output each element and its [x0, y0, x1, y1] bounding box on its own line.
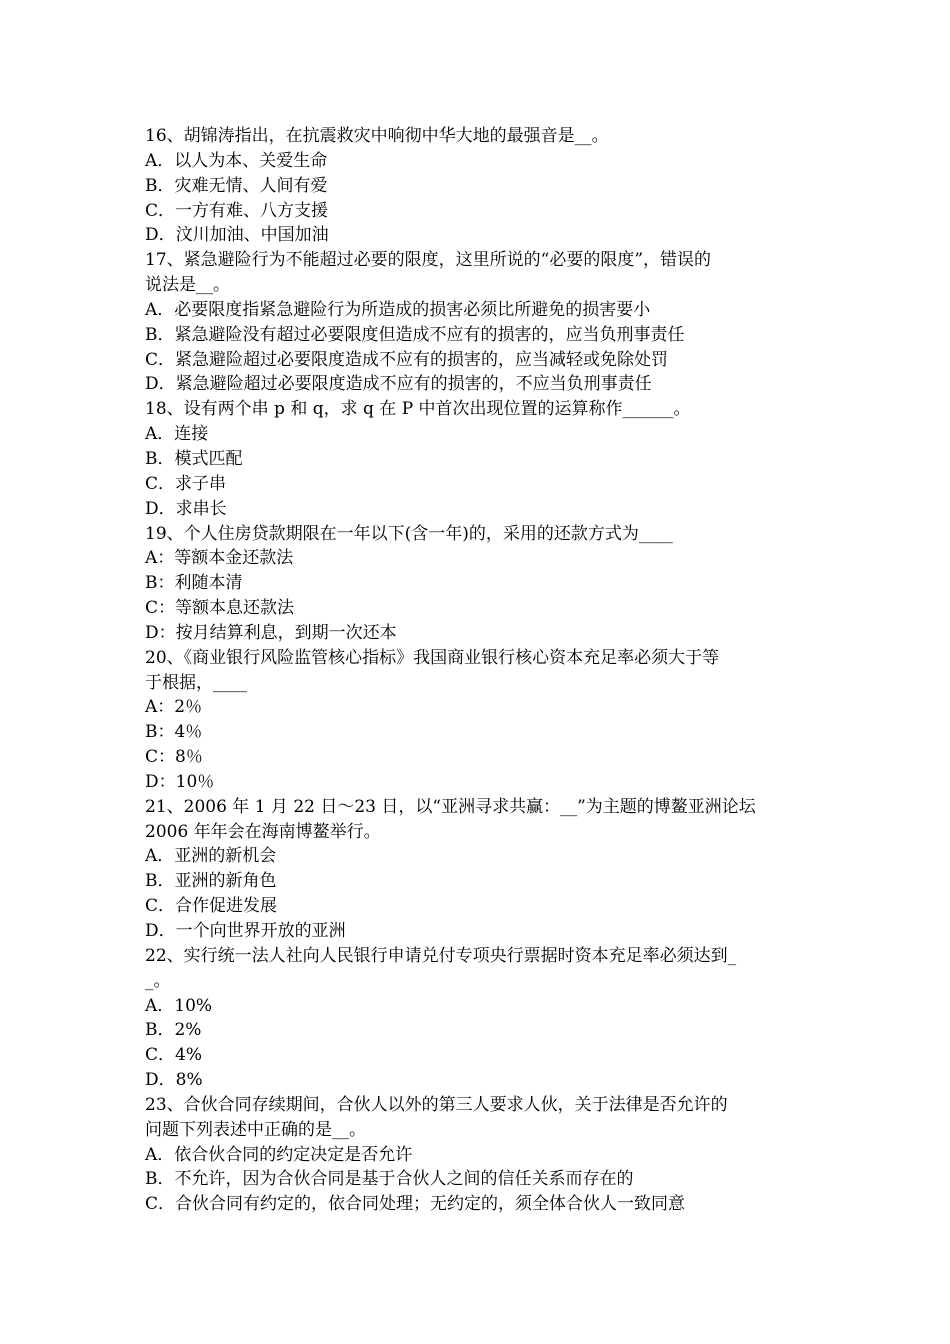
option-a: A．必要限度指紧急避险行为所造成的损害必须比所避免的损害要小	[145, 299, 651, 320]
option-a: A．10%	[145, 995, 213, 1016]
question-19	[145, 522, 810, 646]
option-c: C．合伙合同有约定的，依合同处理；无约定的，须全体合伙人一致同意	[145, 1194, 686, 1215]
document-page	[145, 124, 810, 1217]
question-17	[145, 248, 810, 397]
option-a: A：2％	[145, 697, 203, 718]
question-stem-line: _。	[145, 970, 171, 991]
question-23	[145, 1093, 810, 1217]
option-d: D．求串长	[145, 498, 227, 519]
option-c: C：等额本息还款法	[145, 598, 295, 619]
question-16	[145, 124, 810, 248]
option-a: A．亚洲的新机会	[145, 846, 277, 867]
option-b: B．亚洲的新角色	[145, 871, 277, 892]
option-b: B．紧急避险没有超过必要限度但造成不应有的损害的，应当负刑事责任	[145, 324, 685, 345]
question-stem-line: 18、设有两个串 p 和 q，求 q 在 P 中首次出现位置的运算称作______。	[145, 399, 691, 420]
option-d: D：按月结算利息，到期一次还本	[145, 622, 397, 643]
question-stem-line: 21、2006 年 1 月 22 日～23 日，以“亚洲寻求共赢：__”为主题的博鳌亚洲论坛	[145, 796, 756, 817]
question-stem-line: 问题下列表述中正确的是__。	[145, 1119, 366, 1140]
question-20	[145, 646, 810, 795]
option-a: A．依合伙合同的约定决定是否允许	[145, 1144, 413, 1165]
option-b: B．不允许，因为合伙合同是基于合伙人之间的信任关系而存在的	[145, 1169, 634, 1190]
option-b: B．模式匹配	[145, 448, 243, 469]
option-b: B．2%	[145, 1020, 202, 1041]
question-stem-line: 19、个人住房贷款期限在一年以下(含一年)的，采用的还款方式为____	[145, 523, 673, 544]
option-b: B．灾难无情、人间有爱	[145, 175, 328, 196]
option-d: D．8%	[145, 1070, 203, 1091]
option-c: C．4%	[145, 1045, 202, 1066]
question-stem-line: 2006 年年会在海南博鳌举行。	[145, 821, 381, 842]
question-stem-line: 23、合伙合同存续期间，合伙人以外的第三人要求人伙，关于法律是否允许的	[145, 1094, 728, 1115]
option-c: C：8％	[145, 747, 203, 768]
question-stem-line: 17、紧急避险行为不能超过必要的限度，这里所说的“必要的限度”，错误的	[145, 250, 712, 271]
option-b: B：利随本清	[145, 573, 243, 594]
option-d: D：10％	[145, 771, 215, 792]
option-a: A：等额本金还款法	[145, 548, 294, 569]
question-stem-line: 16、胡锦涛指出，在抗震救灾中响彻中华大地的最强音是__。	[145, 126, 609, 146]
option-c: C．紧急避险超过必要限度造成不应有的损害的，应当减轻或免除处罚	[145, 349, 669, 370]
option-b: B：4％	[145, 722, 203, 743]
question-22	[145, 944, 810, 1093]
option-a: A．以人为本、关爱生命	[145, 150, 328, 171]
option-a: A．连接	[145, 424, 209, 445]
option-d: D．一个向世界开放的亚洲	[145, 921, 346, 941]
question-stem-line: 22、实行统一法人社向人民银行申请兑付专项央行票据时资本充足率必须达到_	[145, 945, 737, 966]
option-d: D．汶川加油、中国加油	[145, 225, 329, 246]
question-stem-line: 于根据，____	[145, 672, 247, 693]
option-d: D．紧急避险超过必要限度造成不应有的损害的，不应当负刑事责任	[145, 374, 652, 395]
option-c: C．一方有难、八方支援	[145, 200, 329, 221]
question-21	[145, 795, 810, 944]
option-c: C．合作促进发展	[145, 896, 278, 917]
question-18	[145, 397, 810, 521]
option-c: C．求子串	[145, 473, 227, 494]
question-stem-line: 说法是__。	[145, 275, 230, 296]
question-stem-line: 20、《商业银行风险监管核心指标》我国商业银行核心资本充足率必须大于等	[145, 647, 720, 668]
